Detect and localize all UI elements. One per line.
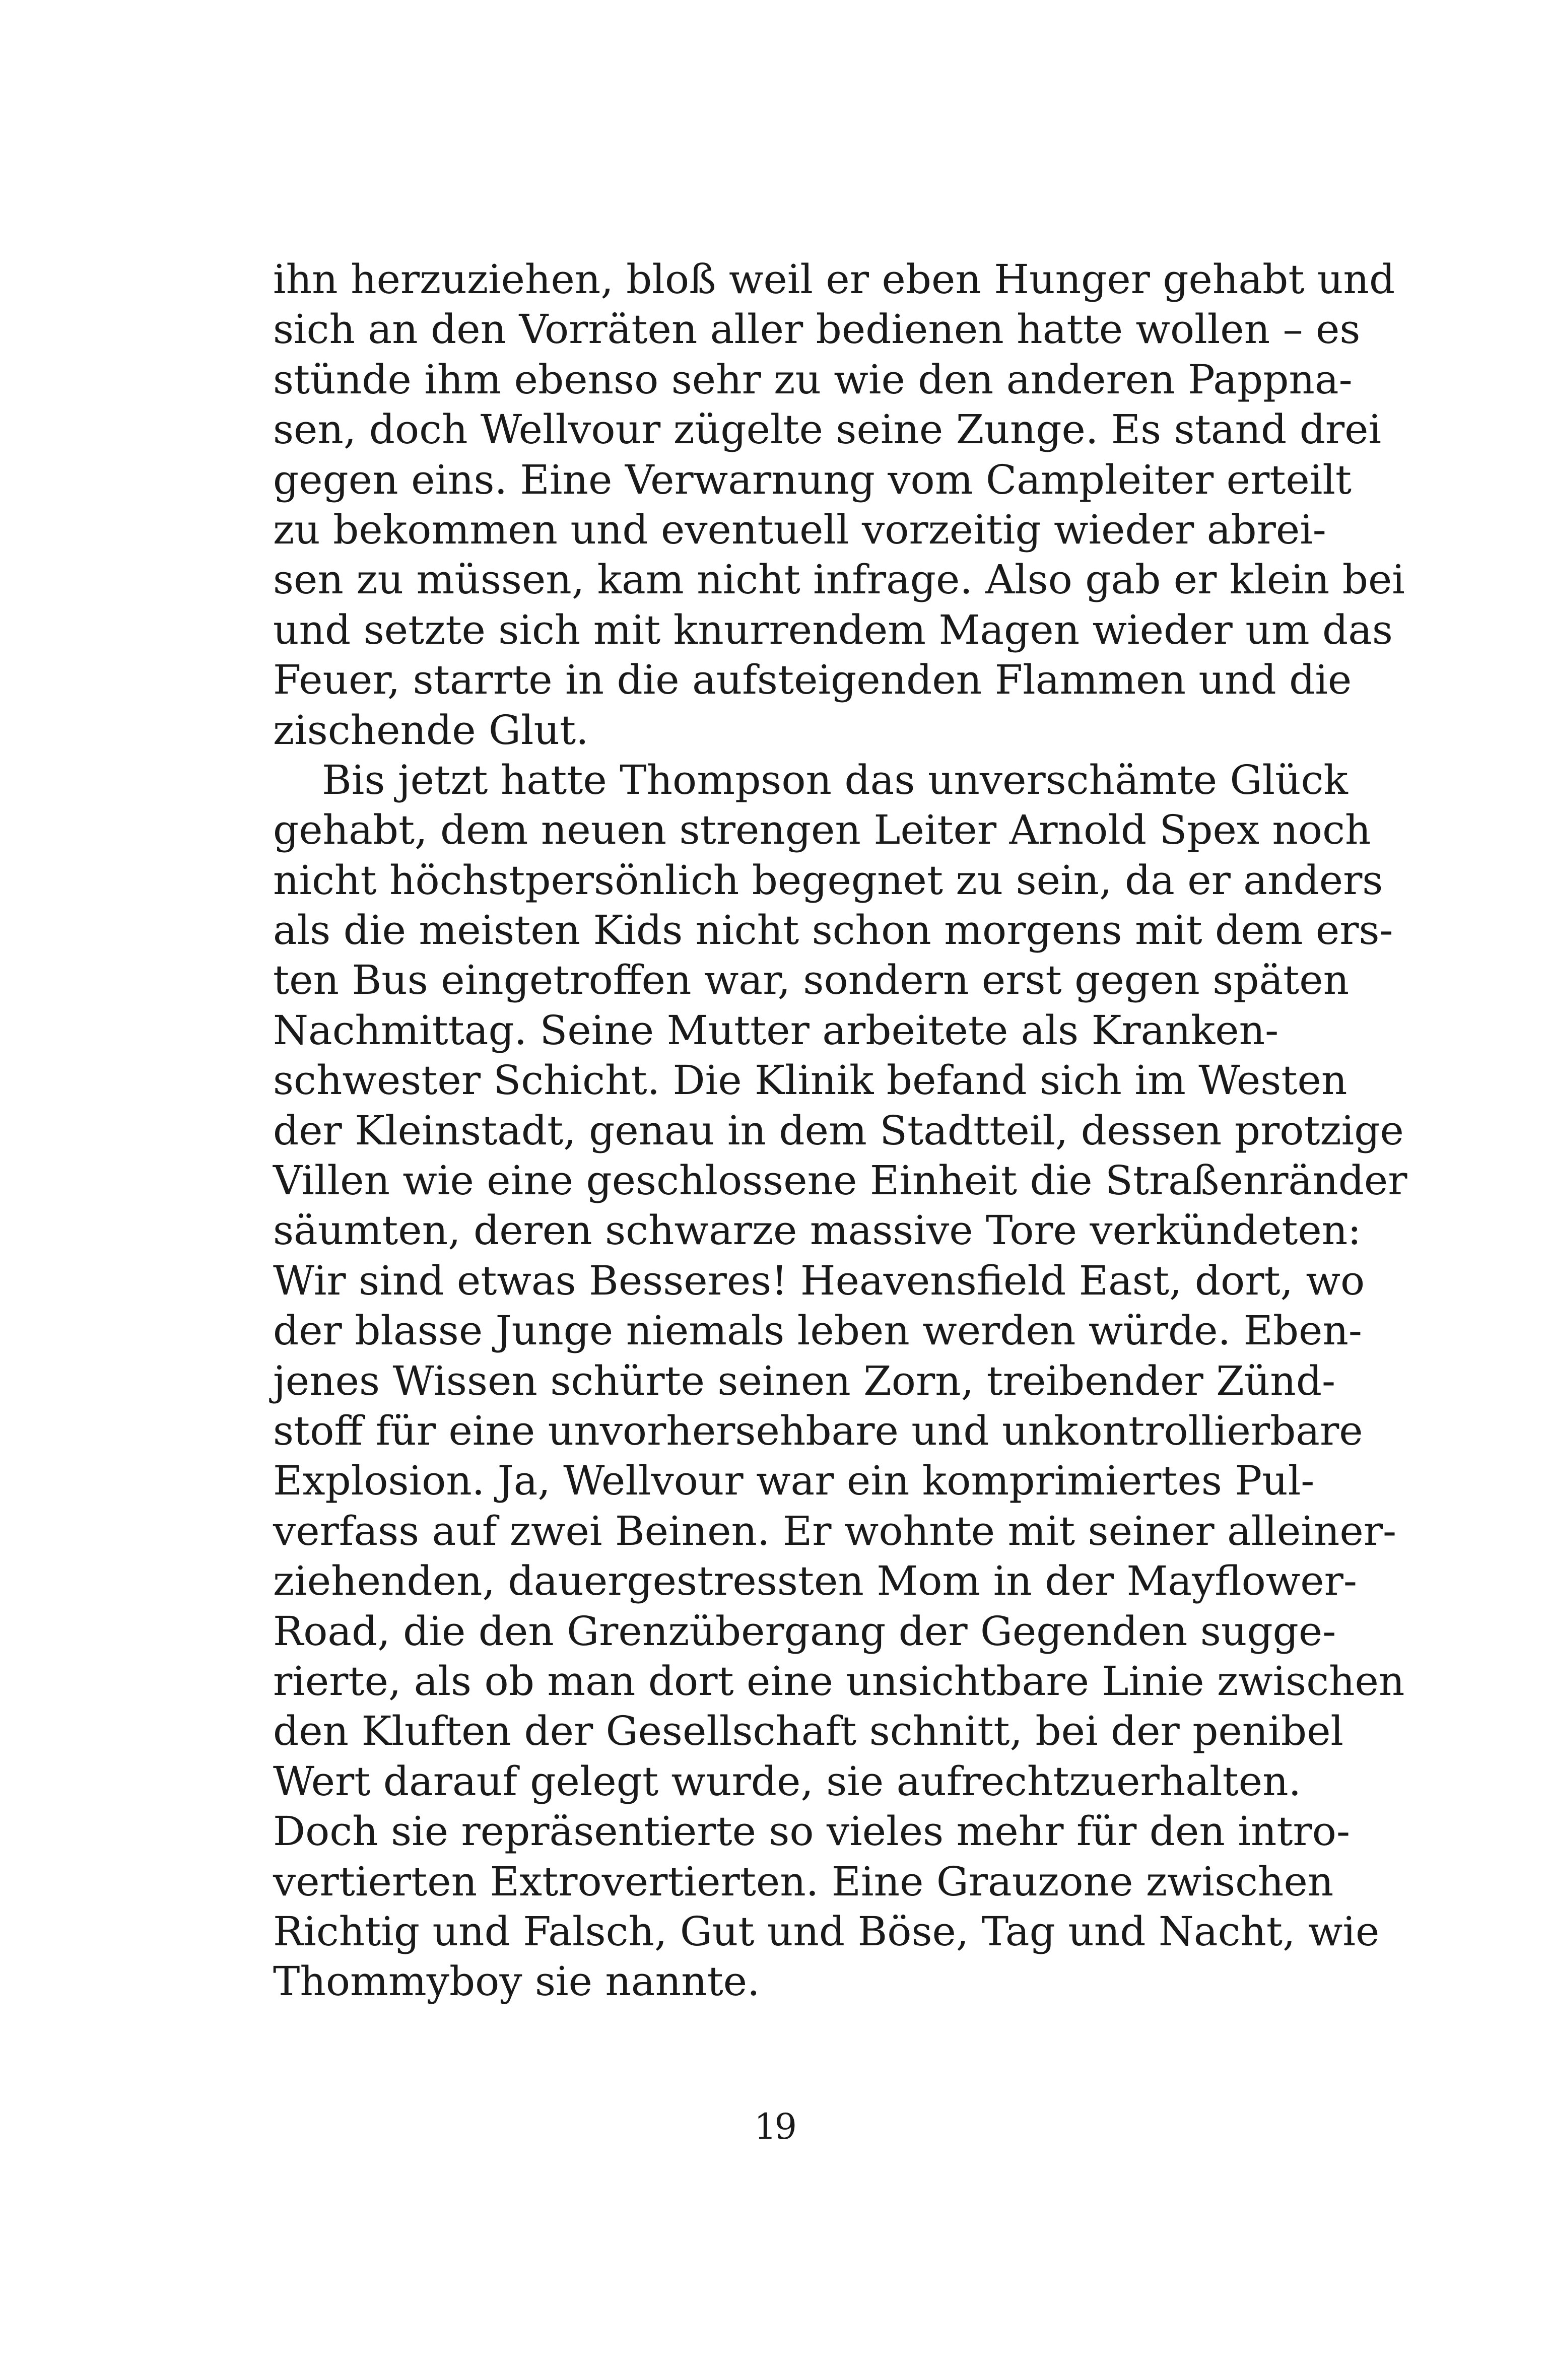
text-line: Doch sie repräsentierte so vieles mehr für den intro- (273, 1808, 1350, 1855)
text-line: vertierten Extrovertierten. Eine Grauzone zwischen (273, 1858, 1334, 1905)
text-line: rierte, als ob man dort eine unsichtbare Linie zwischen (273, 1657, 1405, 1705)
text-line: nicht höchstpersönlich begegnet zu sein, da er anders (273, 856, 1383, 904)
text-line: sich an den Vorräten aller bedienen hatte wollen – es (273, 306, 1361, 353)
text-line: stoff für eine unvorhersehbare und unkontrollierbare (273, 1407, 1363, 1454)
text-line: Explosion. Ja, Wellvour war ein komprimiertes Pul- (273, 1457, 1315, 1505)
paragraph (273, 254, 1405, 755)
text-line: Wert darauf gelegt wurde, sie aufrechtzuerhalten. (273, 1757, 1302, 1805)
text-line: gegen eins. Eine Verwarnung vom Campleiter erteilt (273, 456, 1352, 503)
text-line: den Kluften der Gesellschaft schnitt, bei der penibel (273, 1708, 1343, 1755)
text-line: schwester Schicht. Die Klinik befand sich im Westen (273, 1057, 1348, 1104)
page-number: 19 (754, 2106, 795, 2147)
text-line: Wir sind etwas Besseres! Heavensfield East, dort, wo (273, 1257, 1365, 1304)
text-line: gehabt, dem neuen strengen Leiter Arnold Spex noch (273, 806, 1371, 854)
text-line: Bis jetzt hatte Thompson das unverschämte Glück (322, 756, 1348, 803)
text-line: Thommyboy sie nannte. (273, 1958, 760, 2005)
text-line: der Kleinstadt, genau in dem Stadtteil, dessen protzige (273, 1107, 1404, 1154)
text-line: stünde ihm ebenso sehr zu wie den anderen Pappna- (273, 356, 1353, 403)
text-line: ihn herzuziehen, bloß weil er eben Hunger gehabt und (273, 256, 1395, 303)
text-line: als die meisten Kids nicht schon morgens mit dem ers- (273, 907, 1393, 954)
body-text (273, 254, 1407, 2007)
text-line: jenes Wissen schürte seinen Zorn, treibender Zünd- (273, 1357, 1336, 1404)
text-line: zischende Glut. (273, 706, 589, 754)
text-line: sen, doch Wellvour zügelte seine Zunge. Es stand drei (273, 406, 1382, 453)
text-line: Feuer, starrte in die aufsteigenden Flammen und die (273, 656, 1352, 704)
text-line: Richtig und Falsch, Gut und Böse, Tag und Nacht, wie (273, 1908, 1380, 1955)
text-line: verfass auf zwei Beinen. Er wohnte mit seiner alleiner- (273, 1507, 1396, 1554)
text-line: und setzte sich mit knurrendem Magen wieder um das (273, 606, 1393, 653)
text-line: Villen wie eine geschlossene Einheit die Straßenränder (273, 1157, 1407, 1204)
paragraph (273, 755, 1407, 2007)
text-line: säumten, deren schwarze massive Tore verkündeten: (273, 1207, 1362, 1254)
text-line: sen zu müssen, kam nicht infrage. Also gab er klein bei (273, 556, 1405, 603)
text-line: Road, die den Grenzübergang der Gegenden sugge- (273, 1607, 1336, 1655)
text-line: ten Bus eingetroffen war, sondern erst gegen späten (273, 957, 1350, 1004)
text-line: Nachmittag. Seine Mutter arbeitete als Kranken- (273, 1006, 1279, 1054)
text-line: der blasse Junge niemals leben werden würde. Eben- (273, 1307, 1362, 1354)
text-line: ziehenden, dauergestressten Mom in der Mayflower- (273, 1557, 1357, 1605)
text-line: zu bekommen und eventuell vorzeitig wieder abrei- (273, 506, 1326, 553)
